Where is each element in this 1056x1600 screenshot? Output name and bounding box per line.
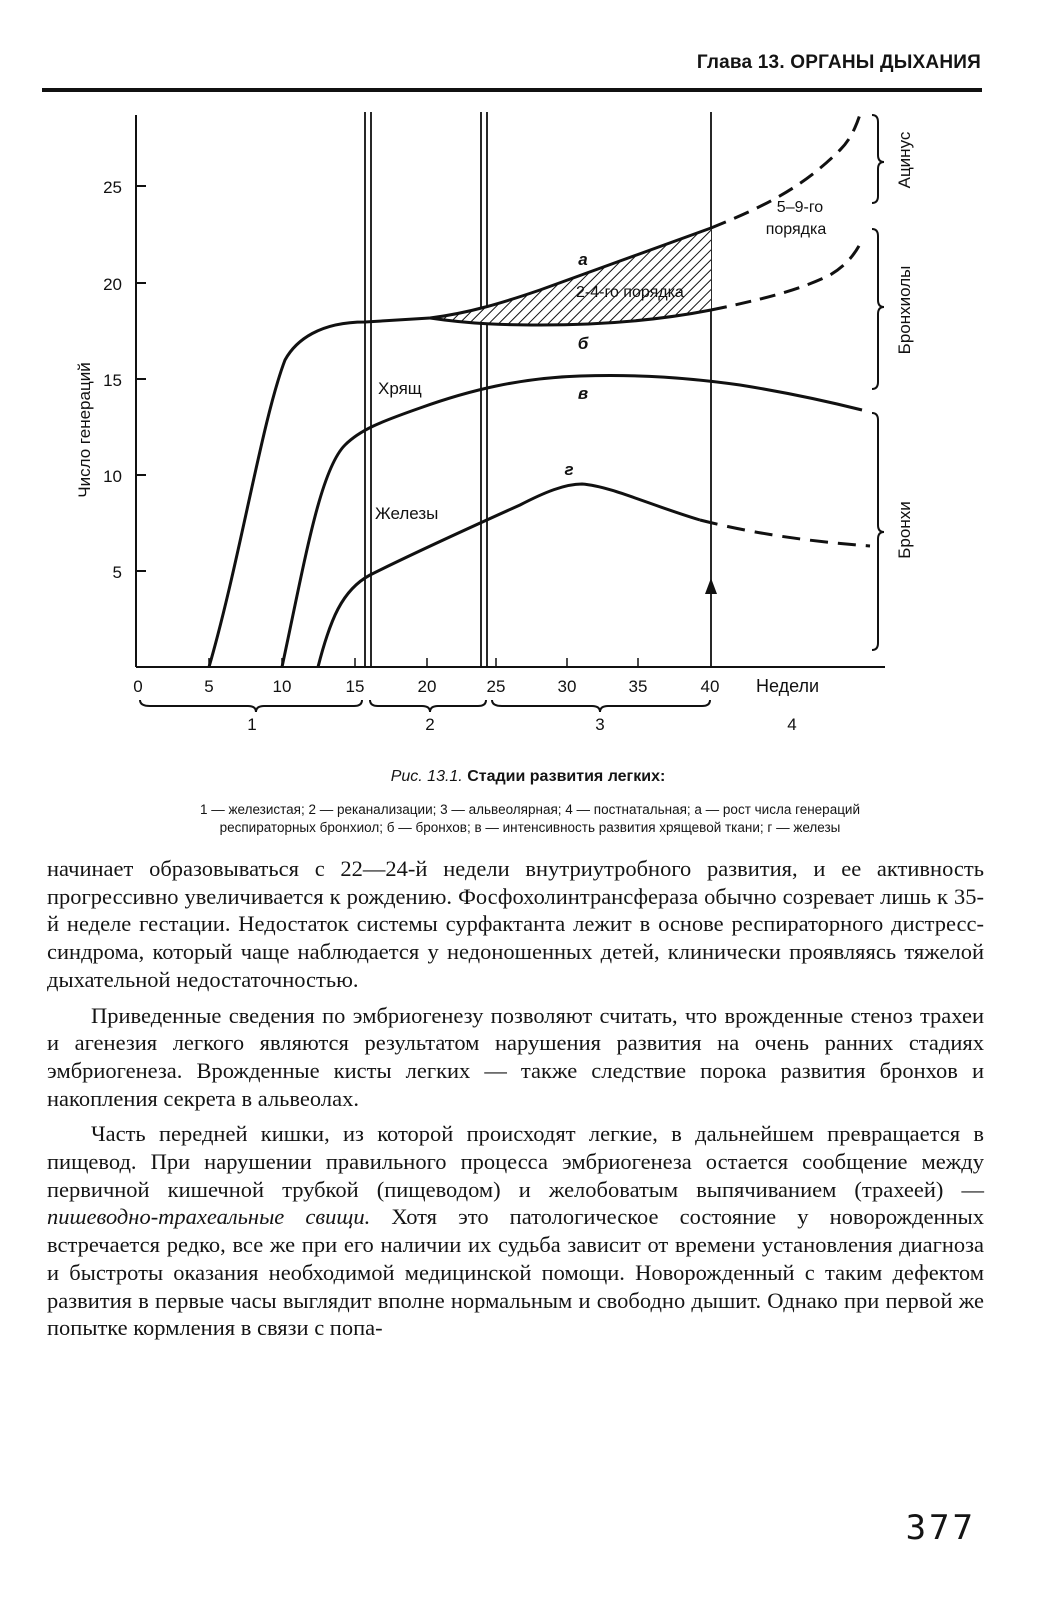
label-order-5-9-line2: порядка: [765, 221, 827, 238]
y-tick-label: 10: [103, 467, 122, 486]
curve-g-dashed: [700, 520, 870, 546]
y-tick-label: 20: [103, 275, 122, 294]
stages-figure: [0, 90, 1056, 750]
figure-number: Рис. 13.1.: [390, 768, 463, 785]
x-tick-label: 0: [133, 677, 143, 696]
curve-label-b: б: [577, 334, 589, 353]
y-axis-label: Число генераций: [75, 362, 94, 498]
curve-b-dashed: [711, 240, 862, 310]
label-glands: Железы: [375, 504, 439, 523]
page-number: 377: [905, 1508, 976, 1548]
curve-label-g: г: [564, 460, 574, 479]
curve-v: [282, 375, 862, 667]
x-tick-label: 35: [628, 677, 648, 696]
y-tick-label: 5: [112, 563, 122, 582]
running-header: Глава 13. ОРГАНЫ ДЫХАНИЯ: [696, 52, 981, 73]
x-tick-label: 5: [204, 677, 214, 696]
y-tick-label: 15: [103, 371, 122, 390]
y-ticks: [136, 186, 146, 571]
stage-label: 3: [595, 715, 605, 734]
paragraph-text: Хотя это патологическое состояние у новорожденных встречается редко, все же при его наличии их судьба зависит от времени установления диагноза и быстроты оказания необходимой медицинской помощи. Новорожденный с таким дефектом развития в первые часы выглядит вполне нормальным и свободно дышит. Однако при первой же попытке кормления в связи с попа-: [47, 1204, 984, 1341]
curve-label-v: в: [577, 384, 589, 403]
legend-line-1: 1 — железистая; 2 — реканализации; 3 — альвеолярная; 4 — постнатальная; а — рост числа генераций: [199, 802, 861, 817]
label-order-2-4: 2-4-го порядка: [576, 284, 684, 301]
figure-caption-title: [0, 768, 1056, 786]
figure-title: Стадии развития легких:: [462, 768, 666, 785]
label-order-5-9: 5–9-го: [776, 199, 824, 216]
x-tick-label: 25: [486, 677, 506, 696]
paragraph: Приведенные сведения по эмбриогенезу позволяют считать, что врожденные стеноз трахеи и агенезия легкого являются результатом нарушения развития на очень ранних стадиях эмбриогенеза. Врожденные кисты легких — также следствие порока развития бронхов и накопления секрета в альвеолах.: [47, 1002, 984, 1111]
legend-line-2: респираторных бронхиол; б — бронхов; в — интенсивность развития хрящевой ткани; г — железы: [219, 820, 841, 835]
x-axis-label: Недели: [756, 676, 820, 696]
x-tick-label: 30: [557, 677, 577, 696]
stage-braces: [140, 700, 710, 712]
stage-label: 4: [787, 715, 797, 734]
x-ticks: [209, 658, 638, 667]
y-tick-label: 25: [103, 178, 122, 197]
figure-legend: [80, 801, 980, 837]
bracket-label-bronchi: Бронхи: [895, 501, 914, 559]
paragraph-text: Часть передней кишки, из которой происходят легкие, в дальнейшем превращается в пищевод. При нарушении правильного процесса эмбриогенеза остается сообщение между первичной кишечной трубкой (пищеводом) и желобоватым выпячиванием (трахеей) —: [47, 1121, 984, 1202]
paragraph: [47, 1120, 984, 1342]
term-emphasis: пишеводно-трахеальные свищи.: [47, 1204, 371, 1230]
x-tick-label: 15: [345, 677, 365, 696]
bracket-label-acinus: Ацинус: [895, 131, 914, 189]
x-tick-label: 10: [272, 677, 292, 696]
x-tick-label: 40: [700, 677, 720, 696]
right-braces: [872, 115, 884, 650]
body-text: [47, 855, 984, 1350]
curve-label-a: а: [578, 250, 588, 269]
stage-label: 2: [425, 715, 435, 734]
x-tick-label: 20: [417, 677, 437, 696]
label-cartilage: Хрящ: [378, 379, 422, 398]
curve-bronchi-rise: [209, 318, 430, 667]
arrow-icon: [705, 578, 717, 594]
bracket-label-bronchioles: Бронхиолы: [895, 265, 914, 355]
stage-label: 1: [247, 715, 257, 734]
paragraph: начинает образовываться с 22—24-й недели внутриутробного развития, и ее активность прогрессивно увеличивается к рождению. Фосфохолинтрансфераза обычно созревает лишь к 35-й неделе гестации. Недостаток системы сурфактанта лежит в основе респираторного дистресс-синдрома, который чаще наблюдается у недоношенных детей, клинически проявляясь тяжелой дыхательной недостаточностью.: [47, 856, 984, 992]
